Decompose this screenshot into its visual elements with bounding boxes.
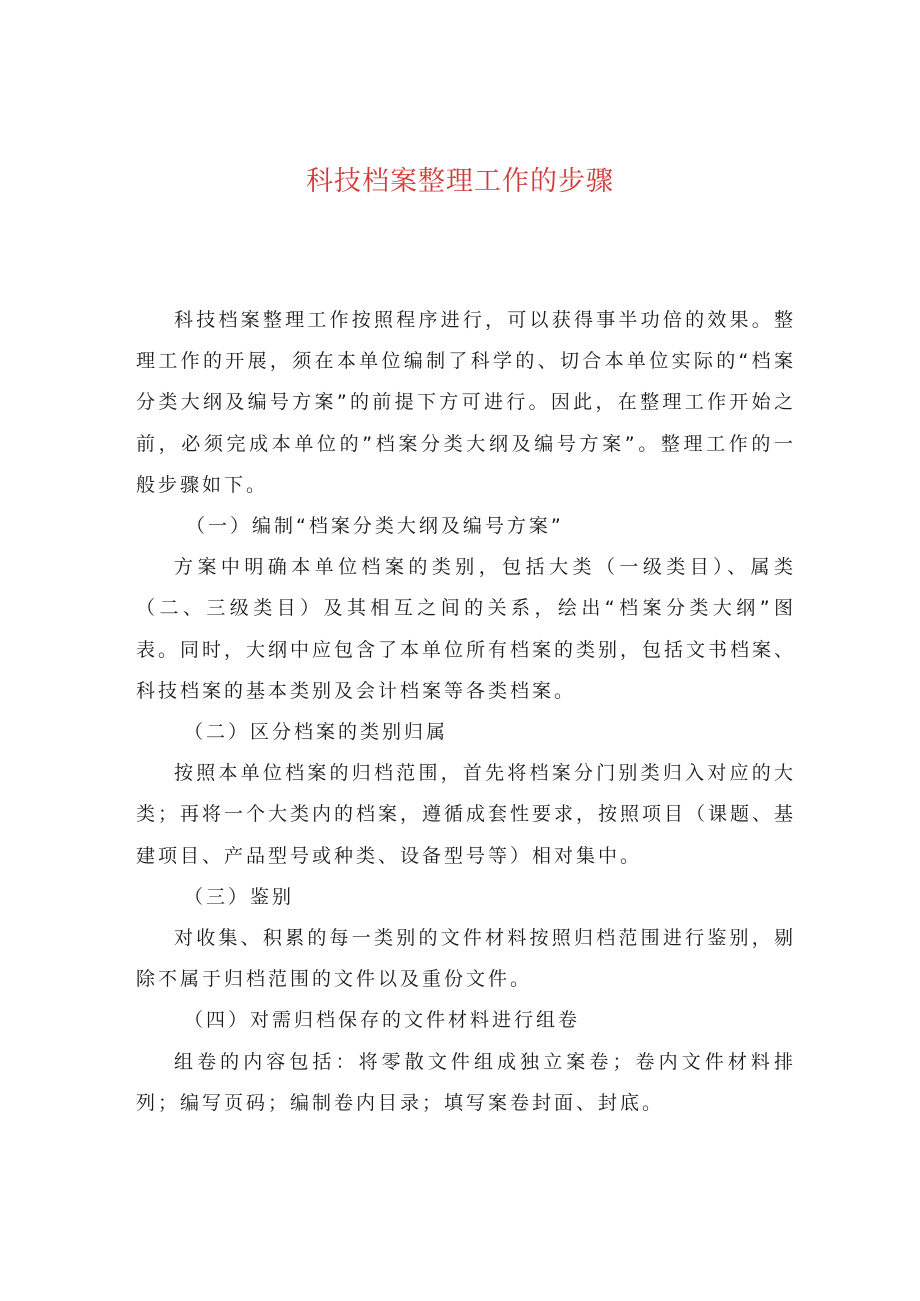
paragraph-section-1: 方案中明确本单位档案的类别，包括大类（一级类目）、属类（二、三级类目）及其相互之间的关系，绘出“档案分类大纲”图表。同时，大纲中应包含了本单位所有档案的类别，包括文书档案、科技档案的基本类别及会计档案等各类档案。 <box>136 556 797 702</box>
paragraph-section-3: 对收集、积累的每一类别的文件材料按照归档范围进行鉴别，剔除不属于归档范围的文件以及重份文件。 <box>136 927 796 991</box>
document-title: 科技档案整理工作的步骤 <box>306 166 614 197</box>
paragraph-section-4: 组卷的内容包括：将零散文件组成独立案卷；卷内文件材料排列；编写页码；编制卷内目录；填写案卷封面、封底。 <box>136 1050 796 1114</box>
section-heading-3: （三）鉴别 <box>184 885 295 908</box>
document-body <box>136 300 796 1124</box>
section-heading-1: （一）编制“档案分类大纲及编号方案” <box>186 515 564 538</box>
section-heading-4: （四）对需归档保存的文件材料进行组卷 <box>184 1009 581 1032</box>
paragraph-section-2: 按照本单位档案的归档范围，首先将档案分门别类归入对应的大类；再将一个大类内的档案，遵循成套性要求，按照项目（课题、基建项目、产品型号或种类、设备型号等）相对集中。 <box>136 762 797 867</box>
paragraph-intro: 科技档案整理工作按照程序进行，可以获得事半功倍的效果。整理工作的开展，须在本单位编制了科学的、切合本单位实际的“档案分类大纲及编号方案”的前提下方可进行。因此，在整理工作开始之前，必须完成本单位的”档案分类大纲及编号方案”。整理工作的一般步骤如下。 <box>136 309 796 496</box>
section-heading-2: （二）区分档案的类别归属 <box>184 721 449 744</box>
